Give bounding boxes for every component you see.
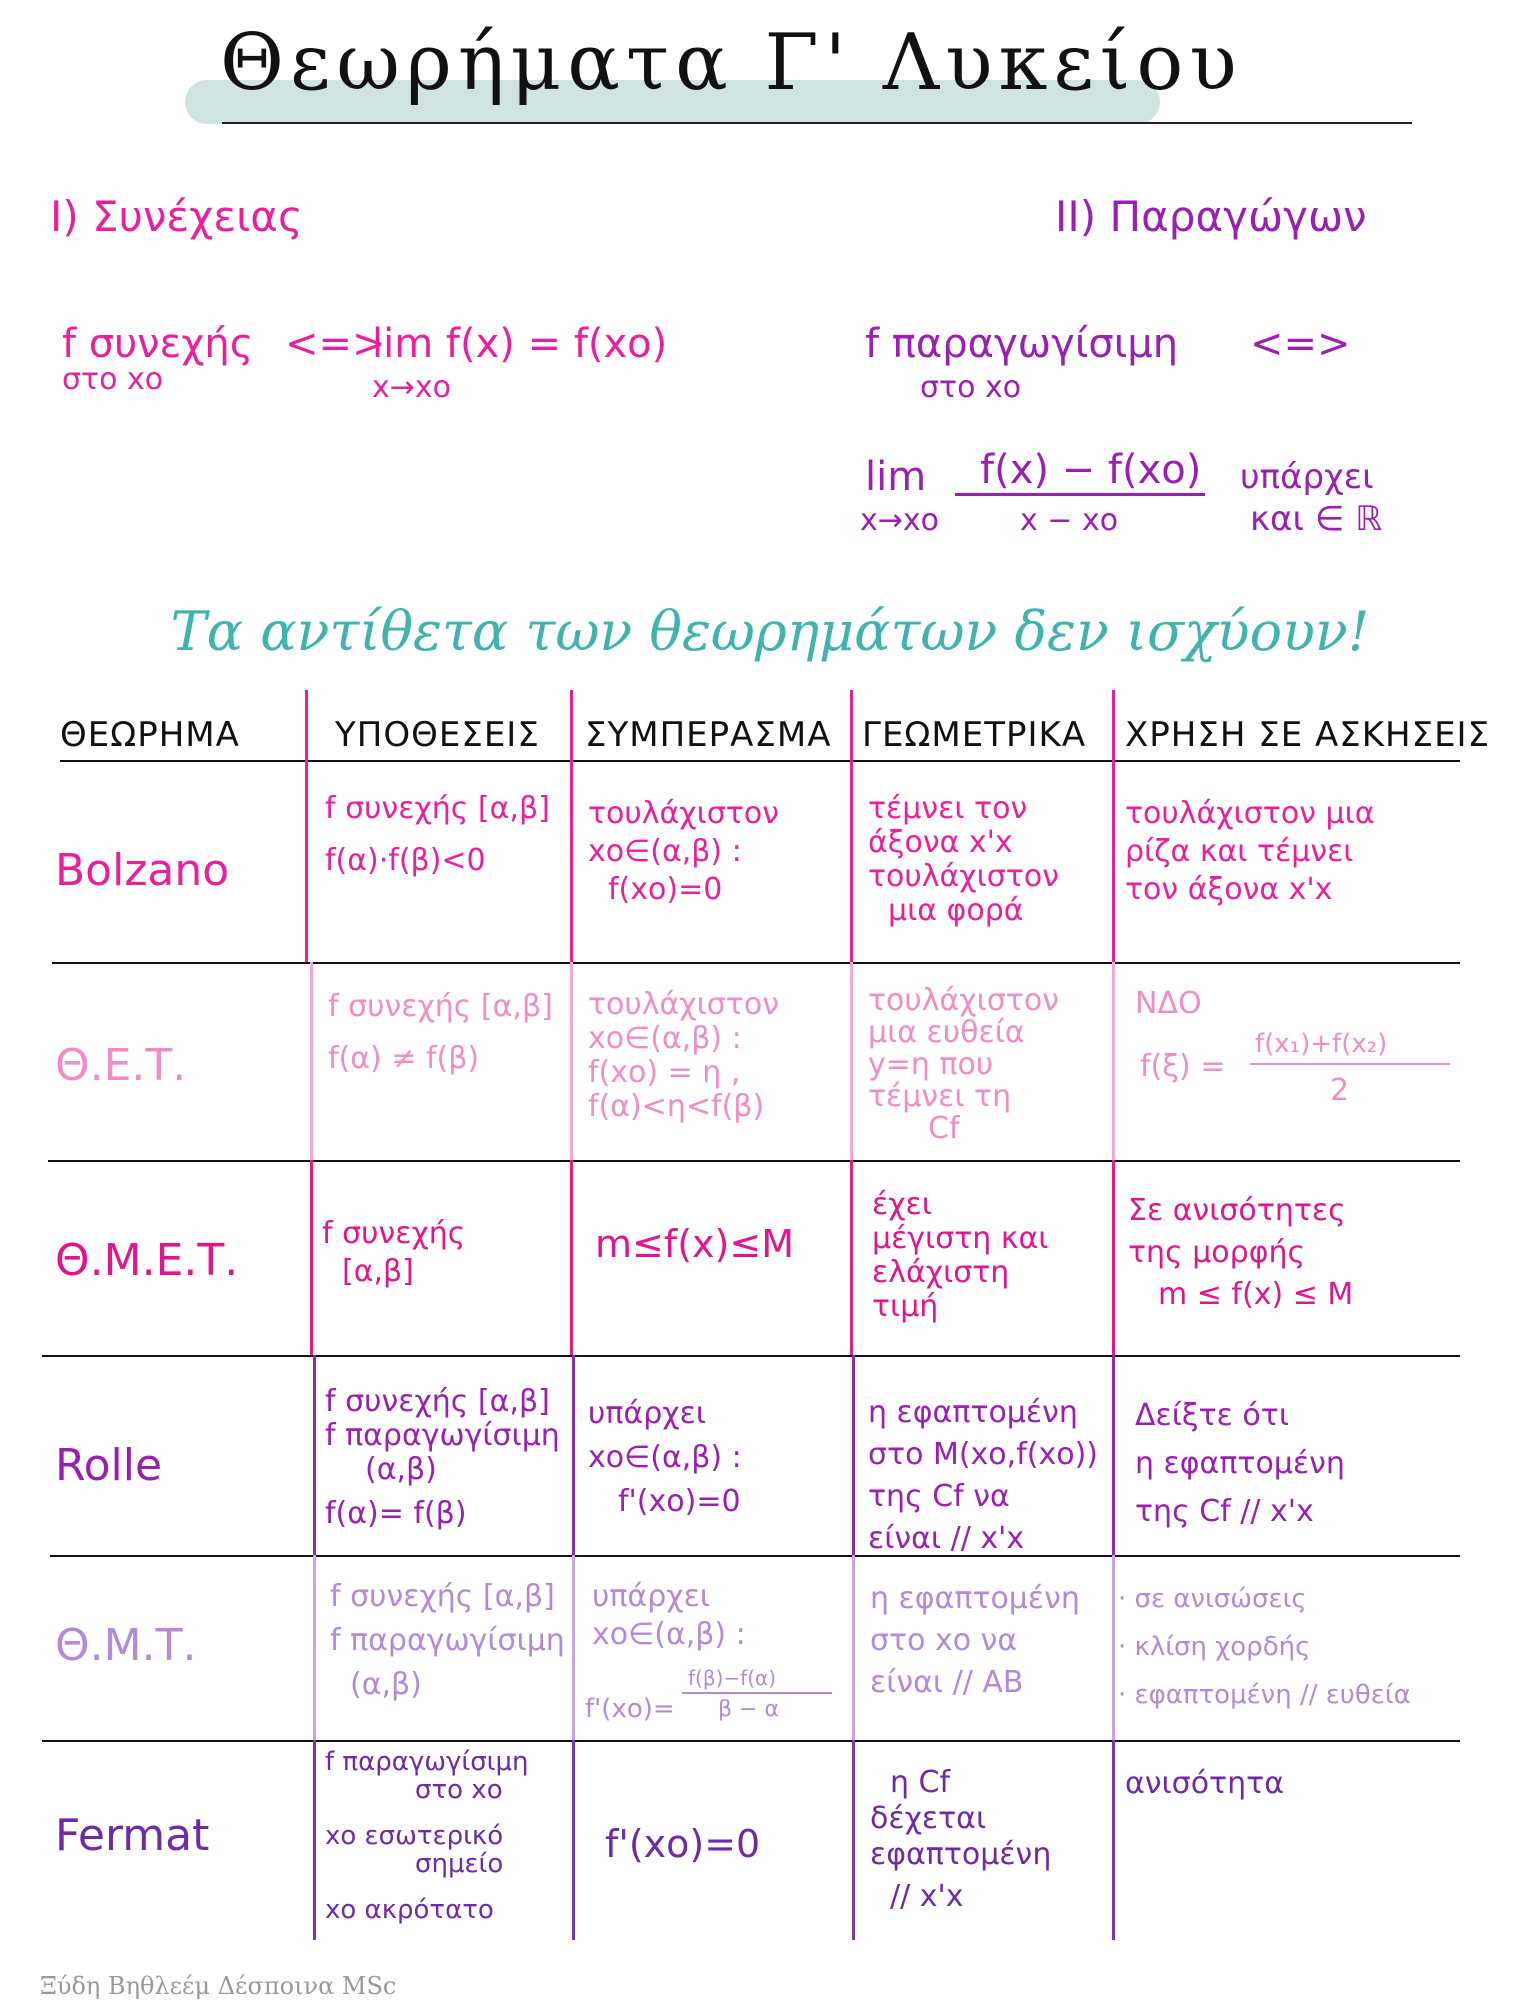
cell-line: // x'x [890,1879,964,1914]
column-divider [572,1355,575,1555]
derivative-lim-sub: x→xο [860,503,939,538]
cell-line: της μορφής [1128,1235,1306,1270]
cell-line: μέγιστη και [872,1221,1049,1256]
mvt-hypotheses [330,1575,565,1707]
cell-line: η εφαπτομένη [1135,1446,1345,1481]
cell-line: xο∈(α,β) : [588,1440,742,1475]
column-divider [1112,1740,1115,1940]
cell-line: Cf [928,1111,960,1146]
column-divider [313,1740,316,1940]
ivt-usage-numerator: f(x₁)+f(x₂) [1255,1029,1388,1059]
column-divider [570,690,573,962]
row-name-fermat: Fermat [55,1810,210,1861]
derivative-fraction-bar [955,493,1205,496]
table-header-rule [60,760,1460,762]
header-usage: ΧΡΗΣΗ ΣΕ ΑΣΚΗΣΕΙΣ [1125,715,1491,755]
title-underline [222,122,1412,124]
header-theorem: ΘΕΩΡΗΜΑ [60,715,240,755]
fermat-hypotheses [325,1748,529,1924]
continuity-heading: I) Συνέχειας [50,192,303,241]
derivative-exists: υπάρχει [1240,457,1374,497]
header-geometric: ΓΕΩΜΕΤΡΙΚΑ [862,715,1087,755]
header-conclusion: ΣΥΜΠΕΡΑΣΜΑ [585,715,832,755]
evt-usage [1128,1190,1353,1316]
cell-line: f παραγωγίσιμη [330,1623,565,1658]
cell-line: (α,β) [365,1452,437,1487]
evt-conclusion: m≤f(x)≤M [595,1222,794,1266]
continuity-def-limit: lim f(x) = f(xο) [372,321,668,367]
cell-line: y=η που [868,1047,994,1082]
column-divider [310,962,313,1160]
column-divider [572,1740,575,1940]
cell-line: f(α) ≠ f(β) [328,1041,480,1076]
cell-line: f'(xο)=0 [618,1484,741,1519]
mvt-usage [1118,1575,1411,1719]
row-divider [52,962,1460,964]
cell-line: f(xο) = η , [588,1055,741,1090]
cell-line: σημείο [415,1849,504,1879]
cell-line: η εφαπτομένη [868,1395,1078,1430]
derivative-lim: lim [865,454,927,500]
cell-line: f συνεχής [α,β] [328,989,553,1024]
cell-line: ρίζα και τέμνει [1125,834,1354,869]
rolle-geometric [868,1392,1098,1560]
ivt-hypotheses [328,988,553,1078]
bolzano-hypotheses [325,790,550,880]
cell-line: f παραγωγίσιμη [325,1747,529,1777]
fermat-usage: ανισότητα [1125,1766,1284,1801]
column-divider [850,690,853,962]
cell-line: η Cf [890,1765,951,1800]
derivative-def-left-sub: στο xο [920,370,1022,405]
column-divider [1112,690,1115,962]
ivt-usage-label: ΝΔΟ [1135,986,1202,1021]
continuity-iff: <=> [285,321,386,367]
row-divider [48,1160,1460,1162]
derivative-iff: <=> [1250,321,1351,367]
column-divider [1112,1160,1115,1355]
cell-line: τιμή [872,1289,939,1324]
cell-line: [α,β] [342,1254,414,1289]
row-name-mvt: Θ.Μ.Τ. [55,1620,197,1671]
cell-line: m ≤ f(x) ≤ M [1158,1277,1354,1312]
cell-line: xο∈(α,β) : [588,834,742,869]
row-divider [42,1740,1460,1742]
mvt-conclusion-numerator: f(β)−f(α) [688,1666,776,1690]
cell-line: της Cf // x'x [1135,1494,1314,1529]
column-divider [852,1555,855,1740]
row-name-bolzano: Bolzano [55,845,230,896]
cell-line: άξονα x'x [868,825,1013,860]
mvt-conclusion [592,1578,746,1654]
evt-hypotheses [322,1215,465,1291]
continuity-def-left-sub: στο xο [62,362,164,397]
cell-line: (α,β) [350,1667,422,1702]
cell-line: της Cf να [868,1479,1010,1514]
cell-line: μια ευθεία [868,1015,1025,1050]
rolle-usage [1135,1392,1345,1536]
column-divider [310,1160,313,1355]
page-title: Θεωρήματα Γ' Λυκείου [220,18,1243,108]
cell-line: f συνεχής [α,β] [330,1579,555,1614]
author-credit: Ξύδη Βηθλεέμ Δέσποινα MSc [40,1972,397,2000]
cell-line: · κλίση χορδής [1118,1632,1311,1662]
header-hypotheses: ΥΠΟΘΕΣΕΙΣ [335,715,540,755]
ivt-conclusion [588,988,779,1124]
cell-line: έχει [872,1187,932,1222]
row-divider [42,1355,1460,1357]
derivative-heading: II) Παραγώγων [1055,192,1367,241]
cell-line: μια φορά [888,893,1024,928]
mvt-conclusion-fraction-bar [682,1692,832,1694]
bolzano-conclusion [588,795,779,909]
rolle-conclusion [588,1392,742,1524]
cell-line: στο xο να [870,1623,1018,1658]
column-divider [313,1355,316,1555]
row-name-rolle: Rolle [55,1440,163,1491]
derivative-exists-real: και ∈ ℝ [1250,499,1383,539]
fermat-conclusion: f'(xο)=0 [605,1822,761,1866]
cell-line: Σε ανισότητες [1128,1193,1346,1228]
column-divider [850,962,853,1160]
column-divider [572,1555,575,1740]
column-divider [570,1160,573,1355]
row-name-ivt: Θ.Ε.Τ. [55,1040,187,1091]
column-divider [850,1160,853,1355]
ivt-usage-lhs: f(ξ) = [1140,1049,1226,1084]
mvt-conclusion-lhs: f'(xο)= [585,1694,675,1724]
column-divider [852,1355,855,1555]
mvt-geometric [870,1578,1080,1704]
cell-line: f(xο)=0 [608,872,723,907]
column-divider [305,690,308,962]
cell-line: xο εσωτερικό [325,1821,504,1851]
cell-line: f(α)·f(β)<0 [325,843,486,878]
bolzano-usage [1125,795,1375,909]
derivative-numerator: f(x) − f(xο) [980,447,1202,493]
continuity-def-left: f συνεχής [62,321,254,367]
column-divider [1112,1555,1115,1740]
cell-line: είναι // x'x [868,1521,1025,1556]
column-divider [1112,1355,1115,1555]
cell-line: · σε ανισώσεις [1118,1584,1307,1614]
cell-line: τουλάχιστον [588,987,779,1022]
cell-line: υπάρχει [588,1396,706,1431]
row-name-evt: Θ.Μ.Ε.Τ. [55,1235,239,1286]
mvt-conclusion-denominator: β − α [718,1697,779,1722]
cell-line: είναι // AB [870,1665,1024,1700]
cell-line: f συνεχής [322,1216,466,1251]
cell-line: · εφαπτομένη // ευθεία [1118,1680,1411,1710]
cell-line: τον άξονα x'x [1125,872,1333,907]
column-divider [852,1740,855,1940]
cell-line: f(α)<η<f(β) [588,1089,765,1124]
cell-line: f συνεχής [α,β] [325,1384,550,1419]
cell-line: xο∈(α,β) : [592,1617,746,1652]
cell-line: υπάρχει [592,1579,710,1614]
cell-line: τέμνει τον [868,791,1028,826]
cell-line: δέχεται [870,1801,987,1836]
cell-line: τουλάχιστον [588,796,779,831]
column-divider [1112,962,1115,1160]
cell-line: Δείξτε ότι [1135,1398,1289,1433]
cell-line: εφαπτομένη [870,1837,1052,1872]
column-divider [570,962,573,1160]
derivative-denominator: x − xο [1020,503,1119,538]
cell-line: ελάχιστη [872,1255,1010,1290]
rolle-hypotheses [325,1385,560,1531]
cell-line: στο xο [415,1775,503,1805]
cell-line: f(α)= f(β) [325,1496,467,1531]
fermat-geometric [870,1765,1051,1915]
derivative-def-left: f παραγωγίσιμη [865,321,1179,367]
column-divider [313,1555,316,1740]
ivt-usage-fraction-bar [1250,1063,1450,1065]
ivt-usage-denominator: 2 [1330,1073,1350,1108]
cell-line: xο∈(α,β) : [588,1021,742,1056]
cell-line: η εφαπτομένη [870,1581,1080,1616]
bolzano-geometric [868,792,1059,928]
cell-line: στο M(xο,f(xο)) [868,1437,1098,1472]
cell-line: τέμνει τη [868,1079,1012,1114]
row-divider [50,1555,1460,1557]
cell-line: τουλάχιστον [868,859,1059,894]
cell-line: f παραγωγίσιμη [325,1418,560,1453]
cell-line: τουλάχιστον μια [1125,796,1375,831]
ivt-geometric [868,985,1059,1145]
cell-line: xο ακρότατο [325,1895,494,1925]
cell-line: τουλάχιστον [868,983,1059,1018]
cell-line: f συνεχής [α,β] [325,791,550,826]
banner-note: Τα αντίθετα των θεωρημάτων δεν ισχύουν! [170,600,1370,663]
evt-geometric [872,1188,1048,1324]
continuity-def-limit-sub: x→xο [372,370,451,405]
